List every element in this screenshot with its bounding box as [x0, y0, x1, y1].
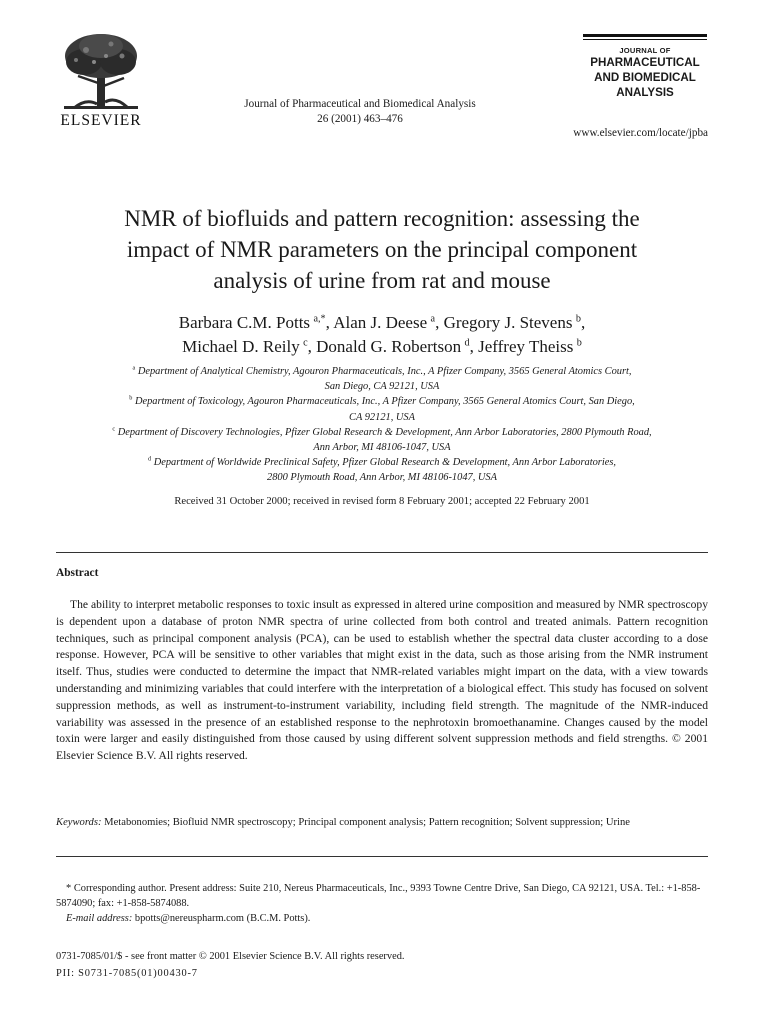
affiliation-mark: c	[112, 425, 116, 433]
affiliation-c-cont: Ann Arbor, MI 48106-1047, USA	[313, 442, 451, 454]
affiliations	[56, 364, 708, 486]
author-separator: ,	[469, 337, 479, 356]
article-title	[56, 203, 708, 296]
corresponding-author-note	[56, 881, 708, 911]
received-dates: Received 31 October 2000; received in revised form 8 February 2001; accepted 22 February 2001	[174, 496, 590, 507]
elsevier-logo	[56, 32, 146, 132]
journal-of-label: JOURNAL OF	[619, 46, 671, 55]
title-line: analysis of urine from rat and mouse	[213, 268, 551, 293]
affiliation-mark: b	[129, 394, 133, 402]
volume-pages: 26 (2001) 463–476	[317, 113, 403, 125]
keywords	[56, 815, 708, 830]
journal-citation	[200, 97, 520, 127]
author-line-2	[56, 335, 708, 359]
author-separator: ,	[580, 313, 586, 332]
email-label: E-mail address:	[66, 913, 133, 924]
author-affiliation-mark: a,*	[313, 313, 326, 325]
affiliation-text: Department of Analytical Chemistry, Agouron Pharmaceuticals, Inc., A Pfizer Company, 3565 General Atomics Court,	[137, 366, 632, 377]
keywords-list: Metabonomies; Biofluid NMR spectroscopy; Principal component analysis; Pattern recognition; Solvent suppression; Urine	[104, 817, 630, 828]
affiliation-c	[56, 425, 708, 440]
author-name: Michael D. Reily	[182, 337, 300, 356]
corresponding-text: Corresponding author. Present address: Suite 210, Nereus Pharmaceuticals, Inc., 9393 Towne Centre Drive, San Diego, CA 92121, USA. Tel.: +1-858-5874090; fax: +1-858-5874088.	[56, 883, 701, 909]
corresponding-footnote	[56, 881, 708, 926]
author-name: Alan J. Deese	[333, 313, 428, 332]
banner-rule	[583, 34, 707, 37]
journal-url[interactable]: www.elsevier.com/locate/jpba	[573, 127, 708, 139]
elsevier-wordmark: ELSEVIER	[60, 112, 142, 129]
affiliation-b	[56, 394, 708, 409]
issn-line: 0731-7085/01/$ - see front matter © 2001 Elsevier Science B.V. All rights reserved.	[56, 951, 405, 962]
affiliation-d-cont: 2800 Plymouth Road, Ann Arbor, MI 48106-1047, USA	[267, 472, 497, 484]
affiliation-mark: a	[132, 364, 136, 372]
divider-top	[56, 552, 708, 553]
pii-line: PII: S0731-7085(01)00430-7	[56, 968, 198, 979]
affiliation-a-cont: San Diego, CA 92121, USA	[324, 381, 440, 393]
author-name: Donald G. Robertson	[316, 337, 462, 356]
affiliation-mark: d	[148, 455, 152, 463]
affiliation-d	[56, 455, 708, 470]
divider-bottom	[56, 856, 708, 857]
author-name: Gregory J. Stevens	[443, 313, 573, 332]
author-affiliation-mark: a	[430, 313, 436, 325]
email-address[interactable]: bpotts@nereuspharm.com (B.C.M. Potts).	[134, 913, 311, 924]
affiliation-a	[56, 364, 708, 379]
author-line-1	[56, 311, 708, 335]
title-line: NMR of biofluids and pattern recognition: assessing the	[124, 206, 640, 231]
journal-name: Journal of Pharmaceutical and Biomedical Analysis	[244, 98, 476, 110]
journal-banner	[583, 34, 707, 100]
footnote-mark: *	[66, 883, 72, 894]
keywords-label: Keywords:	[56, 817, 102, 828]
author-separator: ,	[307, 337, 317, 356]
affiliation-text: Department of Discovery Technologies, Pfizer Global Research & Development, Ann Arbor Laboratories, 2800 Plymouth Road,	[117, 426, 652, 438]
author-list	[56, 311, 708, 359]
affiliation-text: Department of Toxicology, Agouron Pharmaceuticals, Inc., A Pfizer Company, 3565 General Atomics Court, San Diego,	[134, 396, 635, 408]
author-separator: ,	[325, 313, 334, 332]
author-affiliation-mark: b	[575, 313, 581, 325]
author-name: Jeffrey Theiss	[478, 337, 574, 356]
abstract-heading: Abstract	[56, 567, 99, 579]
journal-banner-line-1: PHARMACEUTICAL	[590, 56, 700, 69]
abstract-body: The ability to interpret metabolic responses to toxic insult as expressed in altered urine composition and measured by NMR spectroscopy is dependent upon a database of proton NMR spectra of urine collected from both control and treated animals. Pattern recognition techniques, such as principal component analysis (PCA), can be used to establish whether the spectral data cluster according to a dose response. However, PCA will be sensitive to other variables that might exist in the data, such as those arising from the NMR instrument itself. Thus, studies were conducted to determine the impact that NMR-related variables might impart on the data, with a view towards understanding and minimizing variables that could interfere with the interpretation of a biological effect. This study has focused on solvent suppression methods, as well as instrument-to-instrument variability, including field strength. The magnitude of the NMR-induced variability was assessed in the presence of an established response to the nephrotoxin bromoethanamine. Changes caused by the model toxin were larger and easily distinguished from those caused by using different solvent suppression methods and field strengths. © 2001 Elsevier Science B.V. All rights reserved.	[56, 598, 708, 763]
email-line	[56, 911, 708, 926]
journal-banner-line-3: ANALYSIS	[616, 86, 674, 99]
author-separator: ,	[435, 313, 444, 332]
author-affiliation-mark: c	[303, 337, 308, 349]
author-affiliation-mark: b	[576, 337, 582, 349]
banner-rule-thin	[583, 39, 707, 40]
title-line: impact of NMR parameters on the principal component	[126, 237, 638, 262]
affiliation-text: Department of Worldwide Preclinical Safety, Pfizer Global Research & Development, Ann Arbor Laboratories,	[153, 457, 616, 469]
copyright-block	[56, 948, 405, 982]
affiliation-b-cont: CA 92121, USA	[349, 411, 415, 423]
elsevier-tree-icon	[56, 32, 146, 112]
author-affiliation-mark: d	[464, 337, 470, 349]
author-name: Barbara C.M. Potts	[178, 313, 311, 332]
journal-banner-line-2: AND BIOMEDICAL	[594, 71, 696, 84]
